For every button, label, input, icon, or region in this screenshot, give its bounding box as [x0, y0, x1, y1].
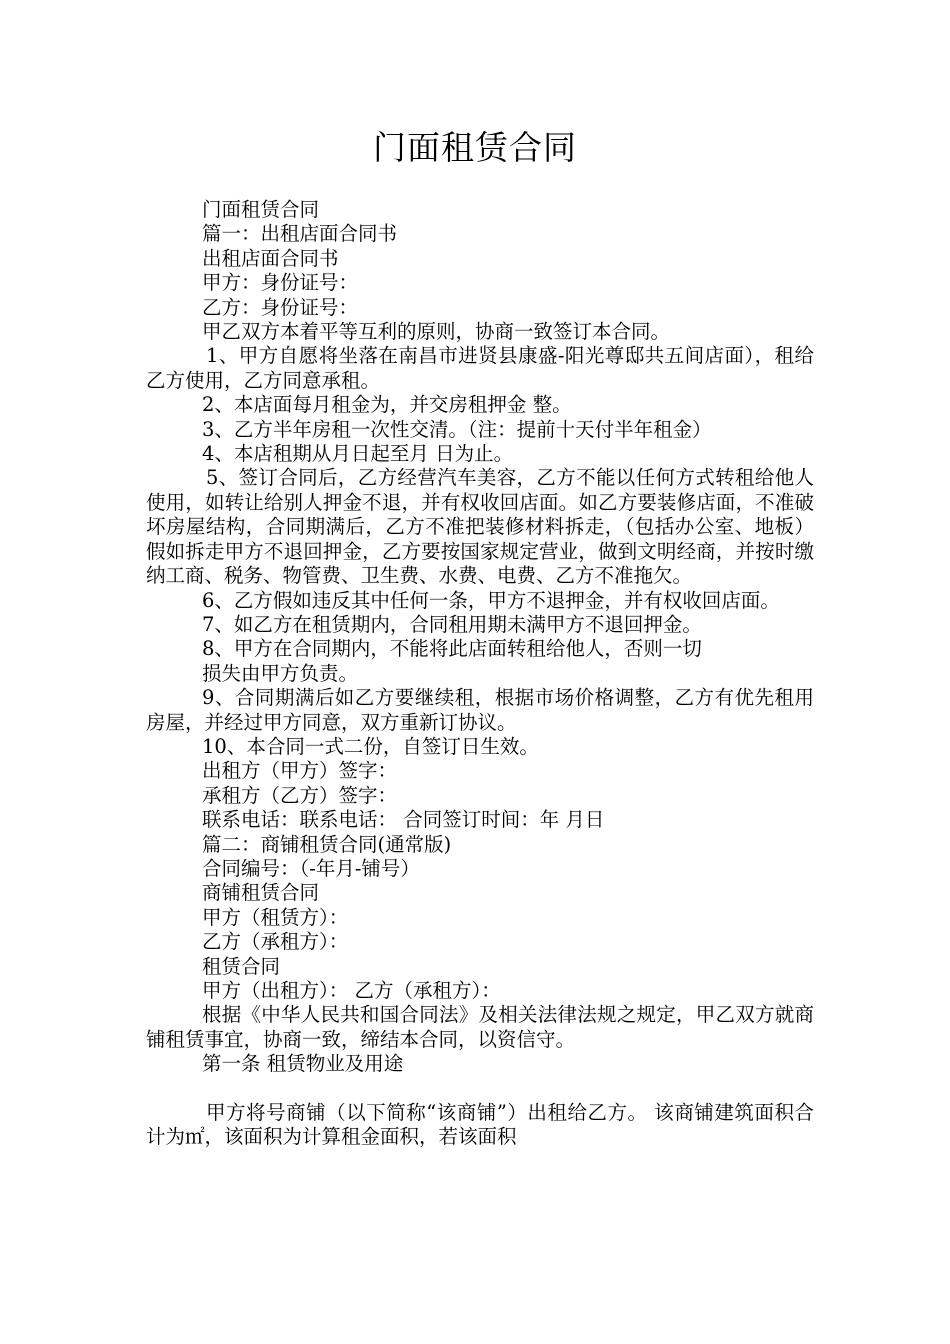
- paragraph: 1、甲方自愿将坐落在南昌市进贤县康盛-阳光尊邸共五间店面），租给乙方使用，乙方同意承租。: [146, 344, 814, 392]
- paragraph: 合同编号：（-年月-铺号）: [202, 856, 420, 880]
- paragraph: 10、本合同一式二份，自签订日生效。: [202, 734, 539, 758]
- paragraph: 甲乙双方本着平等互利的原则，协商一致签订本合同。: [202, 320, 671, 344]
- paragraph: 甲方（租赁方）：: [202, 905, 349, 929]
- paragraph: 甲方将号商铺（以下简称“该商铺”）出租给乙方。 该商铺建筑面积合计为㎡，该面积为计算租金面积，若该面积: [146, 1101, 814, 1149]
- paragraph: 第一条 租赁物业及用途: [202, 1052, 404, 1076]
- paragraph: 8、甲方在合同期内，不能将此店面转租给他人，否则一切: [202, 637, 702, 661]
- paragraph: 2、本店面每月租金为，并交房租押金 整。: [202, 393, 572, 417]
- blank-line: [146, 1077, 814, 1101]
- paragraph: 联系电话：联系电话： 合同签订时间：年 月日: [202, 808, 605, 832]
- paragraph: 甲方：身份证号：: [202, 271, 359, 295]
- paragraph: 乙方：身份证号：: [202, 295, 359, 319]
- paragraph: 篇二：商铺租赁合同(通常版): [202, 832, 452, 856]
- paragraph: 9、合同期满后如乙方要继续租，根据市场价格调整，乙方有优先租用房屋，并经过甲方同意，双方重新订协议。: [146, 686, 814, 734]
- paragraph: 6、乙方假如违反其中任何一条，甲方不退押金，并有权收回店面。: [202, 588, 780, 612]
- paragraph: 3、乙方半年房租一次性交清。（注：提前十天付半年租金）: [202, 417, 712, 441]
- paragraph: 出租店面合同书: [202, 246, 339, 270]
- paragraph: 商铺租赁合同: [202, 881, 320, 905]
- paragraph: 损失由甲方负责。: [202, 661, 359, 685]
- paragraph: 4、本店租期从月日起至月 日为止。: [202, 442, 514, 466]
- paragraph: 承租方（乙方）签字：: [202, 783, 398, 807]
- paragraph: 篇一：出租店面合同书: [202, 222, 398, 246]
- document-body: [146, 198, 814, 1150]
- document-title: 门面租赁合同: [373, 128, 577, 167]
- paragraph: 租赁合同: [202, 954, 281, 978]
- paragraph: 门面租赁合同: [202, 198, 320, 221]
- paragraph: 7、如乙方在租赁期内，合同租用期未满甲方不退回押金。: [202, 612, 702, 636]
- paragraph: 根据《中华人民共和国合同法》及相关法律法规之规定，甲乙双方就商铺租赁事宜，协商一致，缔结本合同，以资信守。: [146, 1003, 814, 1051]
- paragraph: 乙方（承租方）：: [202, 930, 349, 954]
- paragraph: 5、签订合同后，乙方经营汽车美容，乙方不能以任何方式转租给他人使用，如转让给别人押金不退，并有权收回店面。如乙方要装修店面，不准破坏房屋结构，合同期满后，乙方不准把装修材料拆走，（包括办公室、地板）假如拆走甲方不退回押金，乙方要按国家规定营业，做到文明经商，并按时缴纳工商、税务、物管费、卫生费、水费、电费、乙方不准拖欠。: [146, 466, 814, 588]
- paragraph: 甲方（出租方）： 乙方（承租方）：: [202, 979, 501, 1002]
- paragraph: 出租方（甲方）签字：: [202, 759, 398, 783]
